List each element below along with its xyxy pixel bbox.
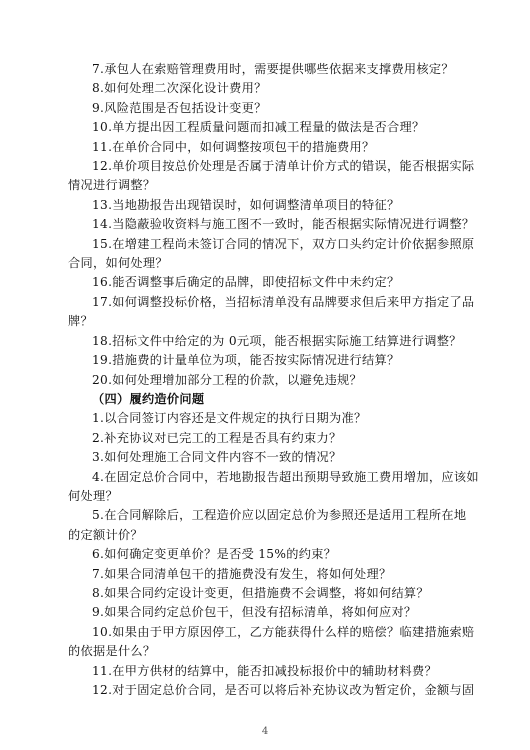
text-line: 何处理？ [68,488,118,503]
text-line: 6.如何确定变更单价？是否受 15%的约束？ [92,547,337,562]
text-line: 14.当隐蔽验收资料与施工图不一致时，能否根据实际情况进行调整？ [92,217,475,232]
page-number: 4 [261,726,269,737]
text-line: 13.当地勘报告出现错误时，如何调整清单项目的特征？ [92,197,400,212]
text-line: 9.如果合同约定总价包干，但没有招标清单，将如何应对？ [92,605,417,620]
text-line: 15.在增建工程尚未签订合同的情况下，双方口头约定计价依据参照原 [92,236,475,251]
text-line: 9.风险范围是否包括设计变更？ [92,100,267,115]
text-line: 8.如果合同约定设计变更，但措施费不会调整，将如何结算？ [92,585,429,600]
section-heading: （四）履约造价问题 [92,391,205,406]
text-line: 5.在合同解除后，工程造价应以固定总价为参照还是适用工程所在地 [92,508,467,523]
text-line: 2.补充协议对已完工的工程是否具有约束力？ [92,430,342,445]
text-line: 的依据是什么？ [68,644,156,659]
text-line: 8.如何处理二次深化设计费用？ [92,81,267,96]
text-line: 20.如何处理增加部分工程的价款，以避免违规？ [92,372,363,387]
text-line: 16.能否调整事后确定的品牌，即使招标文件中未约定？ [92,275,400,290]
text-line: 19.措施费的计量单位为项，能否按实际情况进行结算？ [92,353,400,368]
text-line: 3.如何处理施工合同文件内容不一致的情况？ [92,450,342,465]
text-line: 情况进行调整？ [68,178,156,193]
text-line: 7.如果合同清单包干的措施费没有发生，将如何处理？ [92,566,392,581]
text-line: 18.招标文件中给定的为 0元项，能否根据实际施工结算进行调整？ [92,333,462,348]
text-line: 7.承包人在索赔管理费用时，需要提供哪些依据来支撑费用核定？ [92,62,454,76]
text-line: 11.在甲方供材的结算中，能否扣减投标报价中的辅助材料费？ [92,663,437,678]
text-line: 12.单价项目按总价处理是否属于清单计价方式的错误，能否根据实际 [92,159,475,174]
text-line: 1.以合同签订内容还是文件规定的执行日期为准？ [92,411,367,426]
text-line: 的定额计价？ [68,527,143,542]
text-line: 17.如何调整投标价格，当招标清单没有品牌要求但后来甲方指定了品 [92,294,475,309]
text-line: 4.在固定总价合同中，若地勘报告超出预期导致施工费用增加，应该如 [92,469,479,484]
text-line: 合同，如何处理？ [68,256,168,271]
document-body [68,60,479,700]
text-line: 11.在单价合同中，如何调整按项包干的措施费用？ [92,139,375,154]
text-line: 牌？ [68,314,93,329]
text-line: 10.如果由于甲方原因停工，乙方能获得什么样的赔偿？临建措施索赔 [92,624,475,639]
text-line: 12.对于固定总价合同，是否可以将后补充协议改为暂定价，金额与固 [92,683,475,697]
text-line: 10.单方提出因工程质量问题而扣减工程量的做法是否合理？ [92,120,425,135]
